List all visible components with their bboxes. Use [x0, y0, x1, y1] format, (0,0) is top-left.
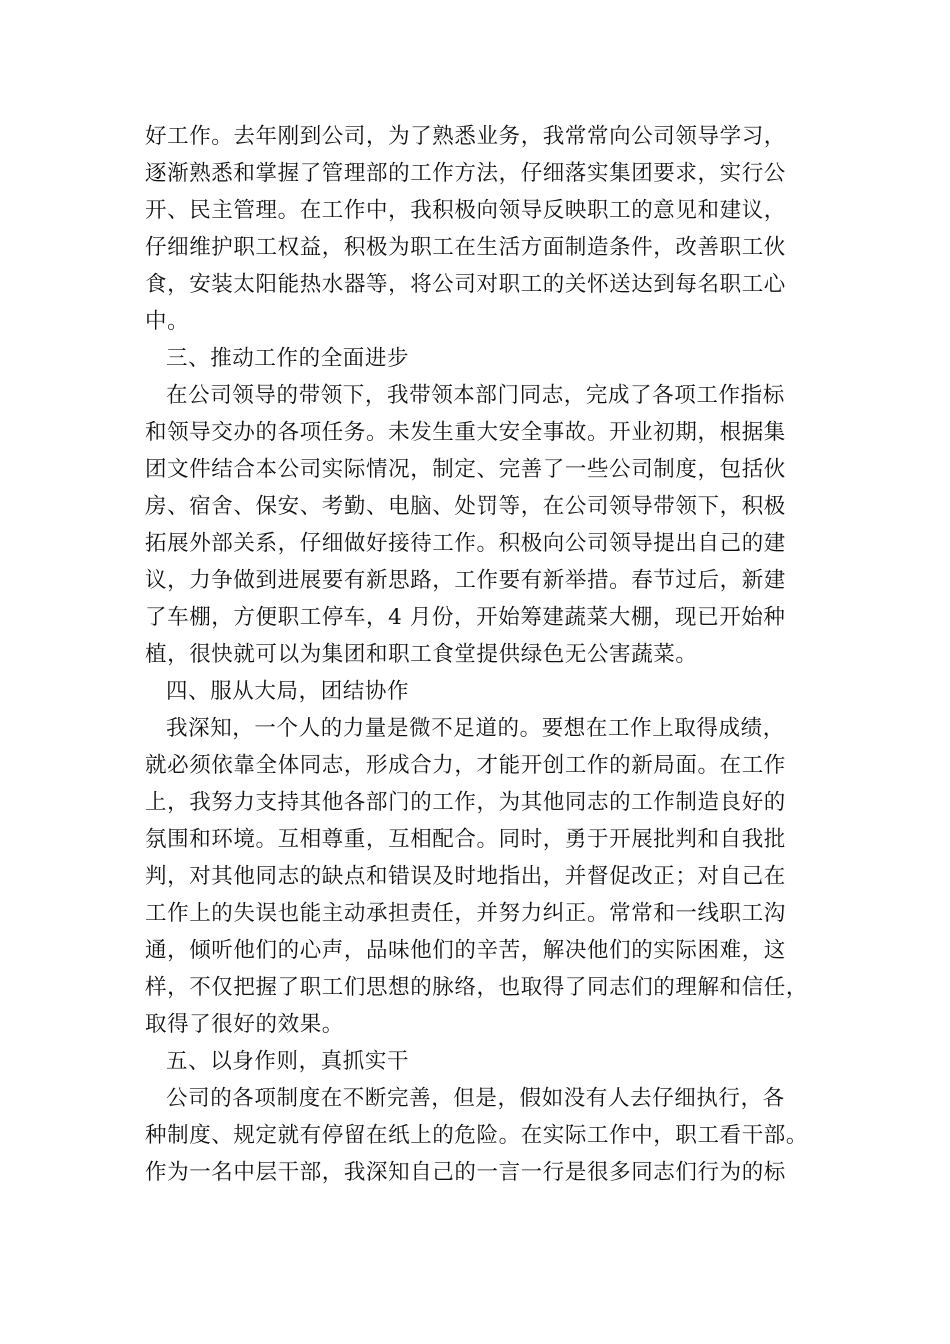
body-text-line: 样，不仅把握了职工们思想的脉络，也取得了同志们的理解和信任，	[145, 975, 809, 1000]
body-text-line: 植，很快就可以为集团和职工食堂提供绿色无公害蔬菜。	[145, 642, 698, 667]
body-text-line: 团文件结合本公司实际情况，制定、完善了一些公司制度，包括伙	[145, 457, 786, 482]
body-text-line: 取得了很好的效果。	[145, 1012, 344, 1037]
body-text-line: 开、民主管理。在工作中，我积极向领导反映职工的意见和建议，	[145, 198, 786, 223]
body-text-line: 了车棚，方便职工停车，4 月份，开始筹建蔬菜大棚，现已开始种	[145, 605, 786, 630]
body-text-line: 公司的各项制度在不断完善，但是，假如没有人去仔细执行，各	[166, 1086, 785, 1111]
body-text-line: 作为一名中层干部，我深知自己的一言一行是很多同志们行为的标	[145, 1160, 786, 1185]
body-text-line: 通，倾听他们的心声，品味他们的辛苦，解决他们的实际困难，这	[145, 938, 786, 963]
section-heading: 三、推动工作的全面进步	[166, 346, 410, 371]
body-text-line: 判，对其他同志的缺点和错误及时地指出，并督促改正；对自己在	[145, 864, 786, 889]
body-text-line: 上，我努力支持其他各部门的工作，为其他同志的工作制造良好的	[145, 790, 786, 815]
body-text-line: 仔细维护职工权益，积极为职工在生活方面制造条件，改善职工伙	[145, 235, 786, 260]
body-text-line: 拓展外部关系，仔细做好接待工作。积极向公司领导提出自己的建	[145, 531, 786, 556]
body-text-line: 好工作。去年刚到公司，为了熟悉业务，我常常向公司领导学习，	[145, 124, 786, 149]
body-text-line: 议，力争做到进展要有新思路，工作要有新举措。春节过后，新建	[145, 568, 786, 593]
body-text-line: 氛围和环境。互相尊重，互相配合。同时，勇于开展批判和自我批	[145, 827, 786, 852]
document-body	[145, 118, 815, 1191]
body-text-line: 工作上的失误也能主动承担责任，并努力纠正。常常和一线职工沟	[145, 901, 786, 926]
body-text-line: 逐渐熟悉和掌握了管理部的工作方法，仔细落实集团要求，实行公	[145, 161, 786, 186]
body-text-line: 就必须依靠全体同志，形成合力，才能开创工作的新局面。在工作	[145, 753, 786, 778]
body-text-line: 食，安装太阳能热水器等，将公司对职工的关怀送达到每名职工心	[145, 272, 786, 297]
body-text-line: 种制度、规定就有停留在纸上的危险。在实际工作中，职工看干部。	[145, 1123, 809, 1148]
section-heading: 四、服从大局，团结协作	[166, 679, 410, 704]
body-text-line: 和领导交办的各项任务。未发生重大安全事故。开业初期，根据集	[145, 420, 786, 445]
section-heading: 五、以身作则，真抓实干	[166, 1049, 410, 1074]
body-text-line: 我深知，一个人的力量是微不足道的。要想在工作上取得成绩，	[166, 716, 785, 741]
body-text-line: 房、宿舍、保安、考勤、电脑、处罚等，在公司领导带领下，积极	[145, 494, 786, 519]
body-text-line: 在公司领导的带领下，我带领本部门同志，完成了各项工作指标	[166, 383, 785, 408]
body-text-line: 中。	[145, 309, 190, 334]
